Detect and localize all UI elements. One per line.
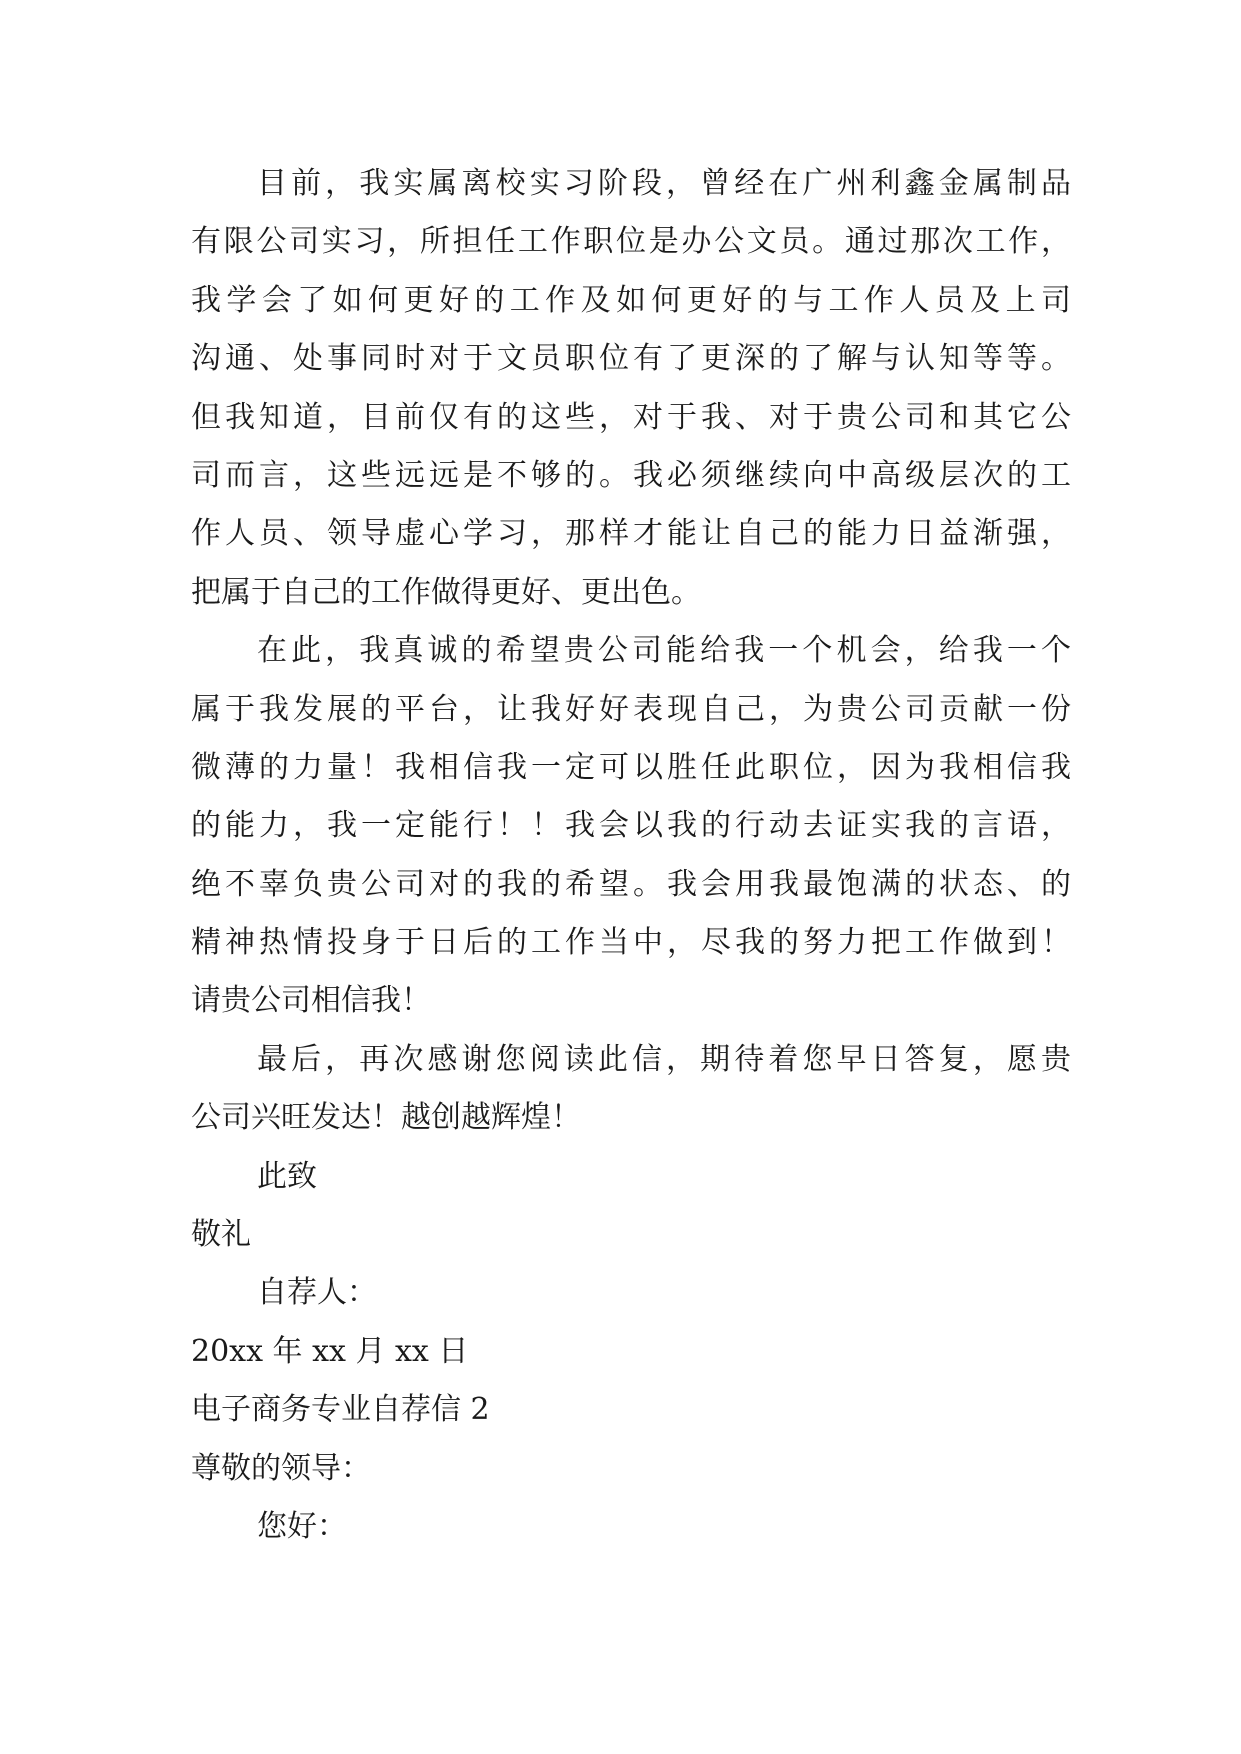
text-line: 精神热情投身于日后的工作当中，尽我的努力把工作做到！ bbox=[191, 925, 1071, 961]
text-line: 有限公司实习，所担任工作职位是办公文员。通过那次工作， bbox=[191, 224, 1071, 260]
text-line: 在此，我真诚的希望贵公司能给我一个机会，给我一个 bbox=[257, 633, 1071, 669]
date-line: 20xx 年 xx 月 xx 日 bbox=[191, 1333, 469, 1369]
text-line: 但我知道，目前仅有的这些，对于我、对于贵公司和其它公 bbox=[191, 399, 1071, 435]
greeting-hello: 您好： bbox=[257, 1508, 347, 1544]
letter-body bbox=[191, 155, 1071, 1556]
text-line: 属于我发展的平台，让我好好表现自己，为贵公司贡献一份 bbox=[191, 691, 1071, 727]
text-line: 公司兴旺发达！越创越辉煌！ bbox=[191, 1100, 581, 1136]
section-title: 电子商务专业自荐信 2 bbox=[191, 1392, 490, 1428]
text-line: 作人员、领导虚心学习，那样才能让自己的能力日益渐强， bbox=[191, 516, 1071, 552]
text-line: 请贵公司相信我！ bbox=[191, 983, 431, 1019]
closing-salutation: 此致 bbox=[257, 1158, 317, 1194]
text-line: 把属于自己的工作做得更好、更出色。 bbox=[191, 574, 701, 610]
signature-label: 自荐人： bbox=[257, 1275, 377, 1311]
greeting: 尊敬的领导： bbox=[191, 1450, 371, 1486]
text-line: 最后，再次感谢您阅读此信，期待着您早日答复，愿贵 bbox=[257, 1041, 1071, 1077]
text-line: 的能力，我一定能行！！我会以我的行动去证实我的言语， bbox=[191, 808, 1071, 844]
closing-regards: 敬礼 bbox=[191, 1217, 251, 1253]
text-line: 司而言，这些远远是不够的。我必须继续向中高级层次的工 bbox=[191, 457, 1071, 493]
text-line: 绝不辜负贵公司对的我的希望。我会用我最饱满的状态、的 bbox=[191, 866, 1071, 902]
text-line: 我学会了如何更好的工作及如何更好的与工作人员及上司 bbox=[191, 282, 1071, 318]
text-line: 目前，我实属离校实习阶段，曾经在广州利鑫金属制品 bbox=[257, 166, 1071, 201]
text-line: 沟通、处事同时对于文员职位有了更深的了解与认知等等。 bbox=[191, 341, 1071, 377]
text-line: 微薄的力量！我相信我一定可以胜任此职位，因为我相信我 bbox=[191, 749, 1071, 785]
